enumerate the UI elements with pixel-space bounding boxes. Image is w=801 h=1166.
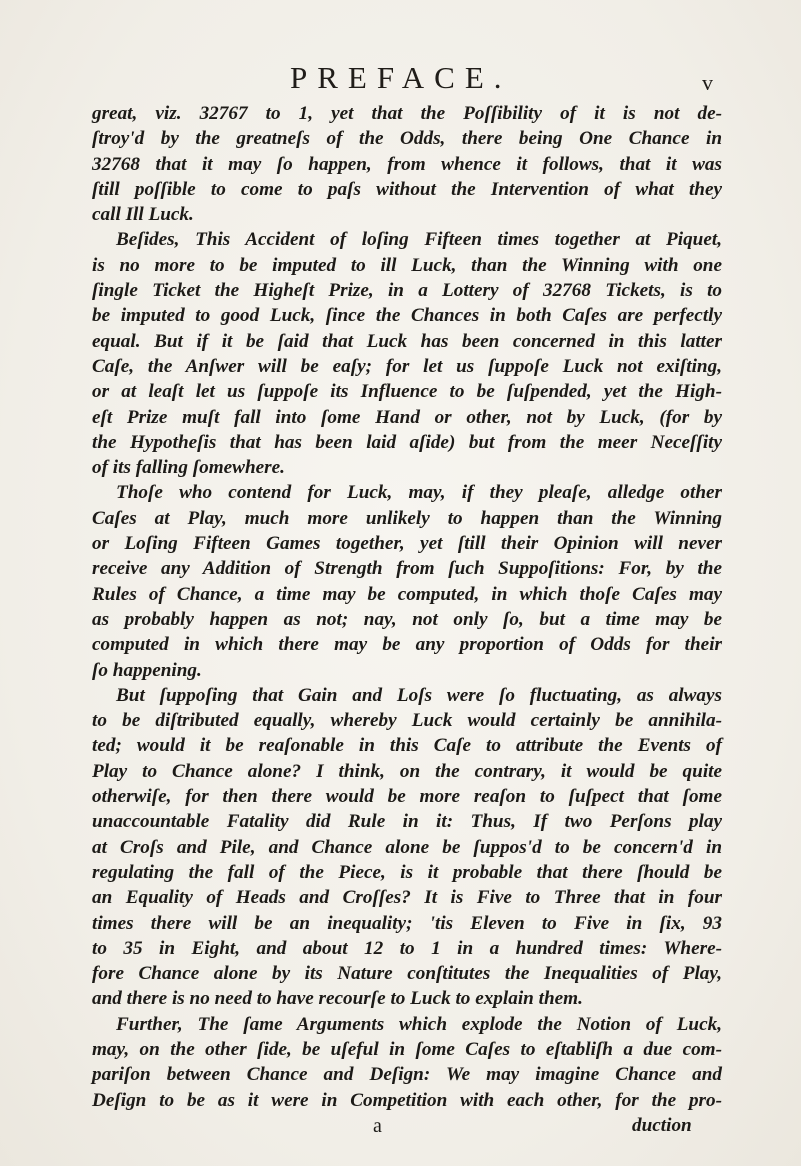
text-line: to 35 in Eight, and about 12 to 1 in a hundred times: Where- — [92, 937, 722, 959]
text-line: Play to Chance alone? I think, on the contrary, it would be quite — [92, 760, 722, 782]
text-line: pariſon between Chance and Deſign: We may imagine Chance and — [92, 1064, 722, 1086]
page-title: PREFACE. — [290, 60, 512, 95]
text-line: ted; would it be reaſonable in this Caſe to attribute the Events of — [92, 735, 722, 757]
text-line: or at leaſt let us ſuppoſe its Influence to be ſuſpended, yet the High- — [92, 381, 722, 403]
text-line: is no more to be imputed to ill Luck, than the Winning with one — [92, 254, 722, 276]
text-line: at Croſs and Pile, and Chance alone be ſuppos'd to be concern'd in — [92, 836, 722, 858]
text-line: Further, The ſame Arguments which explode the Notion of Luck, — [116, 1013, 722, 1035]
text-line: ſo happening. — [92, 659, 202, 681]
text-line: Thoſe who contend for Luck, may, if they pleaſe, alledge other — [116, 482, 722, 504]
text-line: Beſides, This Accident of loſing Fifteen times together at Piquet, — [116, 229, 722, 251]
signature-mark: a — [373, 1115, 382, 1137]
text-line: equal. But if it be ſaid that Luck has been concerned in this latter — [92, 330, 722, 352]
catchword: duction — [632, 1115, 692, 1136]
text-line: and there is no need to have recourſe to Luck to explain them. — [92, 988, 583, 1010]
page-footer — [0, 1112, 801, 1142]
text-line: be imputed to good Luck, ſince the Chances in both Caſes are perfectly — [92, 305, 722, 327]
text-line: unaccountable Fatality did Rule in it: Thus, If two Perſons play — [92, 811, 722, 833]
text-line: Rules of Chance, a time may be computed, in which thoſe Caſes may — [92, 583, 722, 605]
text-line: 32768 that it may ſo happen, from whence it follows, that it was — [92, 153, 722, 175]
text-line: fore Chance alone by its Nature conſtitutes the Inequalities of Play, — [92, 963, 722, 985]
text-line: computed in which there may be any proportion of Odds for their — [92, 634, 722, 656]
body-text — [92, 101, 722, 1113]
page-number: v — [702, 70, 713, 95]
text-line: But ſuppoſing that Gain and Loſs were ſo fluctuating, as always — [116, 684, 722, 706]
text-line: may, on the other ſide, be uſeful in ſome Caſes to eſtabliſh a due com- — [92, 1038, 722, 1060]
text-line: ſtill poſſible to come to paſs without the Intervention of what they — [92, 178, 722, 200]
text-line: receive any Addition of Strength from ſuch Suppoſitions: For, by the — [92, 558, 722, 580]
text-line: ſtroy'd by the greatneſs of the Odds, there being One Chance in — [92, 128, 722, 150]
text-line: Deſign to be as it were in Competition with each other, for the pro- — [92, 1089, 722, 1111]
running-head — [0, 58, 801, 98]
text-line: ſingle Ticket the Higheſt Prize, in a Lottery of 32768 Tickets, is to — [92, 280, 722, 302]
text-line: times there will be an inequality; 'tis Eleven to Five in ſix, 93 — [92, 912, 722, 934]
text-line: Caſe, the Anſwer will be eaſy; for let us ſuppoſe Luck not exiſting, — [92, 355, 722, 377]
text-line: Caſes at Play, much more unlikely to happen than the Winning — [92, 507, 722, 529]
text-line: call Ill Luck. — [92, 204, 194, 226]
text-line: of its falling ſomewhere. — [92, 457, 285, 479]
text-line: otherwiſe, for then there would be more reaſon to ſuſpect that ſome — [92, 786, 722, 808]
text-line: to be diſtributed equally, whereby Luck would certainly be annihila- — [92, 710, 722, 732]
text-line: as probably happen as not; nay, not only ſo, but a time may be — [92, 608, 722, 630]
text-line: an Equality of Heads and Croſſes? It is Five to Three that in four — [92, 887, 722, 909]
text-line: the Hypotheſis that has been laid aſide) but from the meer Neceſſity — [92, 431, 722, 453]
text-line: or Loſing Fifteen Games together, yet ſtill their Opinion will never — [92, 533, 722, 555]
text-line: great, viz. 32767 to 1, yet that the Poſſibility of it is not de- — [92, 103, 722, 124]
text-line: eſt Prize muſt fall into ſome Hand or other, not by Luck, (for by — [92, 406, 722, 428]
text-line: regulating the fall of the Piece, is it probable that there ſhould be — [92, 861, 722, 883]
